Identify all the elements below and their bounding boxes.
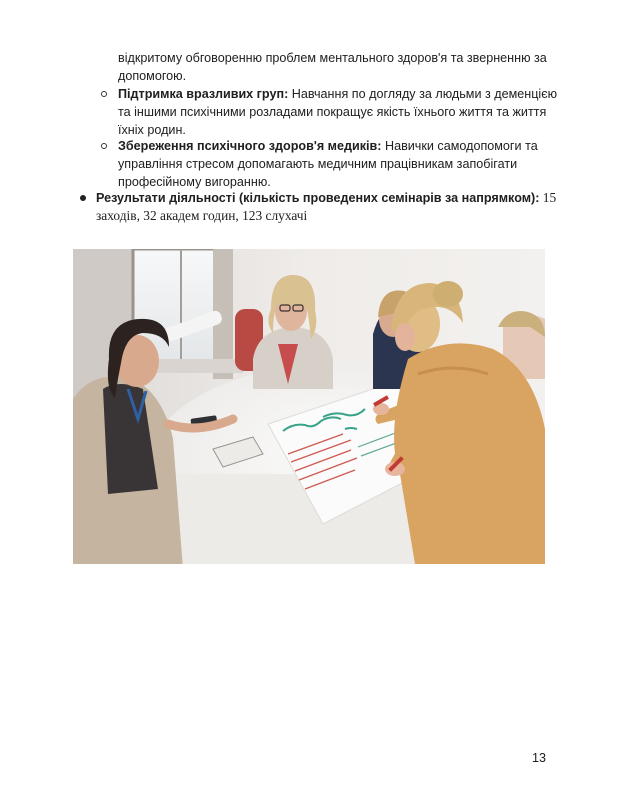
intro-line-1: відкритому обговоренню проблем ментального здоров'я та зверненню за [118,51,547,65]
results-line-1 [96,189,556,207]
results-value: 15 [539,190,557,205]
intro-line-2: допомогою. [118,69,187,83]
item-title: Підтримка вразливих груп: [118,87,289,101]
item-line: управління стресом допомагають медичним працівникам запобігати [118,157,518,171]
list-item-medics-health [118,137,538,155]
bullet-icon [80,195,86,201]
results-title: Результати діяльності (кількість проведених семінарів за напрямком): [96,191,540,205]
list-item-vulnerable-groups [118,85,557,103]
item-line: їхніх родин. [118,123,186,137]
item-line: та іншими психічними розладами покращує якість їхнього життя та життя [118,105,547,119]
results-line-2: заходів, 32 академ годин, 123 слухачі [96,208,308,223]
item-text: Навчання по догляду за людьми з деменцією [288,87,558,101]
item-text: Навички самодопомоги та [381,139,538,153]
item-title: Збереження психічного здоров'я медиків: [118,139,382,153]
page-number: 13 [532,751,547,765]
seminar-photo [73,249,545,564]
hollow-bullet-icon [101,91,107,97]
item-line: професійному вигоранню. [118,175,271,189]
hollow-bullet-icon [101,143,107,149]
